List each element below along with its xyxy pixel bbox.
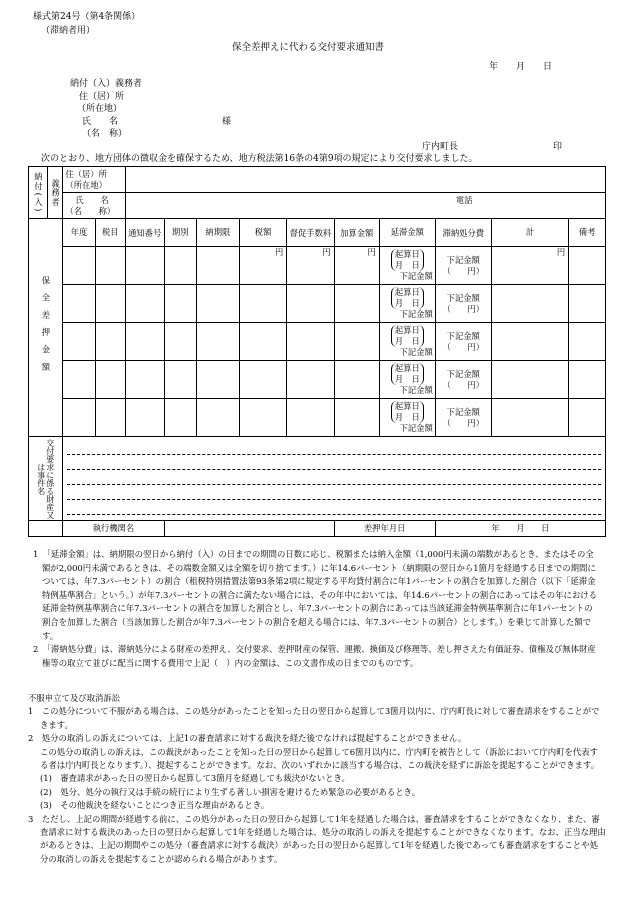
col-tax-amount: 税額 [239, 219, 286, 247]
note-disposal-fee: 2 「滞納処分費」は、滞納処分による財産の差押え、交付要求、差押財産の保管、運搬、換価及び修理等、差し押さえた有価証券、債権及び無体財産権等の取立て並びに配当に関する費用で上記（ ）内の金額は、この文書作成の日までのものです。 [33, 644, 596, 668]
name-cell: 氏 名 （名 称） [63, 193, 125, 219]
date-line: 年 月 日 [489, 62, 553, 72]
appeal-section [28, 692, 606, 866]
seal-mark: 印 [553, 142, 563, 152]
page-title: 保全差押えに代わる交付要求通知書 [232, 42, 385, 53]
duty-vertical-cell: 義務者 [48, 167, 63, 219]
name-label: 氏 名 [82, 117, 119, 127]
payer-label: 納付（入）義務者 [70, 79, 143, 89]
address-label: 住（居）所 [79, 92, 125, 102]
appeal-heading: 不服申立て及び取消訴訟 [28, 693, 121, 703]
form-number: 様式第24号（第4条関係） [33, 12, 141, 22]
side-label-cell: 保全差押金額 [29, 219, 63, 437]
issuer-name: 庁内町長 [422, 142, 459, 152]
form-subtitle: （滞納者用） [41, 26, 96, 36]
table-row: 起算日 月 日 下記金額 下記金額 （ 円） [29, 399, 606, 437]
appeal-item-1: (1) 審査請求があった日の翌日から起算して3箇月を経過しても裁決がないとき。 [40, 773, 350, 784]
appeal-p2b: この処分の取消しの訴えは、この裁決があったことを知った日の翌日から起算して6箇月以内に、庁内町を被告として（訴訟において庁内町を代表する者は庁内町長となります。）、提起することができます。なお、次のいずれかに該当する場合は、この裁決を経ずに訴訟を提起することができます。 [40, 746, 600, 771]
col-tax-item: 税目 [95, 219, 125, 247]
col-additional: 加算金額 [334, 219, 379, 247]
appeal-p3: 3 ただし、上記の期間が経過する前に、この処分があった日の翌日から起算して1年を経過した場合は、審査請求をすることができなくなり、また、審査請求に対する裁決のあった日の翌日から起算して1年を経過した場合は、処分の取消しの訴えを提起することができなくなります。なお、正当な理由があるときは、上記の期間やこの処分（審査請求に対する裁決）があった日の翌日から起算して1年を経過した後であっても審査請求をすることや処分の取消しの訴えを提起することが認められる場合があります。 [28, 813, 606, 864]
form-table [28, 166, 606, 537]
col-due-date: 納期限 [196, 219, 239, 247]
payer-vertical-cell: 納付(入) [29, 167, 48, 219]
table-row: 起算日 月 日 下記金額 下記金額 （ 円） [29, 285, 606, 323]
col-notice-no: 通知番号 [125, 219, 164, 247]
col-delay: 延滞金額 [379, 219, 435, 247]
location-label: （所在地） [77, 104, 123, 114]
table-row: 起算日 月 日 下記金額 下記金額 （ 円） [29, 361, 606, 399]
address-cell: 住（居）所 （所在地） [63, 167, 125, 193]
property-entry [63, 437, 606, 521]
appeal-item-3: (3) その他裁決を経ないことにつき正当な理由があるとき。 [40, 800, 270, 811]
appeal-p2: 2 処分の取消しの訴えについては、上記1の審査請求に対する裁決を経た後でなければ提起することができません。 [28, 733, 467, 744]
col-disposal: 滞納処分費 [435, 219, 491, 247]
col-remarks: 備考 [569, 219, 606, 247]
seizure-date-value: 年 月 日 [435, 521, 605, 537]
property-label-cell: 交付要求に係る財産又は事件名 [29, 437, 63, 521]
col-period: 期別 [164, 219, 196, 247]
col-total: 計 [491, 219, 568, 247]
table-row: 円 円 円 起算日 月 日 下記金額 下記金額 （ 円） 円 [29, 247, 606, 285]
phone-cell: 電話 [125, 193, 605, 219]
sama-label: 様 [222, 117, 232, 127]
note-delay-amount: 1 「延滞金額」は、納期限の翌日から納付（入）の日までの期間の日数に応じ、税額または納入金額（1,000円未満の端数があるとき、またはその全額が2,000円未満であるときは、その端数金額又は全額を切り捨てます。）に年14.6パーセント（納期限の翌日から1箇月を経過する日までの期間については、年7.3パーセント）の割合（租税特別措置法第93条第2項に規定する平均貸付割合に年1パーセントの割合を加算した割合（以下「延滞金特例基準割合」という。）が年7.3パーセントの割合に満たない場合には、その年中においては、年14.6パーセントの割合にあってはその年における延滞金特例基準割合に年7.3パーセントの割合を加算した割合とし、年7.3パーセントの割合にあっては当該延滞金特例基準割合に年1パーセントの割合を加算した割合（当該加算した割合が年7.3パーセントの割合を超える場合には、年7.3パーセントの割合）とします。）を乗じて計算した額です。 [33, 549, 597, 641]
table-row: 起算日 月 日 下記金額 下記金額 （ 円） [29, 323, 606, 361]
col-year: 年度 [63, 219, 95, 247]
corp-label: （名 称） [82, 129, 128, 139]
exec-agency-label: 執行機関名 [63, 521, 164, 537]
address-value [125, 167, 605, 193]
intro-text: 次のとおり、地方団体の徴収金を確保するため、地方税法第16条の4第9項の規定により交付要求しました。 [41, 154, 478, 164]
appeal-item-2: (2) 処分、処分の執行又は手続の続行により生ずる著しい損害を避けるため緊急の必要があるとき。 [40, 786, 421, 797]
exec-agency-value [164, 521, 334, 537]
notes-section [33, 548, 599, 670]
seizure-date-label: 差押年月日 [334, 521, 435, 537]
appeal-p1: 1 この処分について不服がある場合は、この処分があったことを知った日の翌日から起算して3箇月以内に、庁内町長に対して審査請求をすることができます。 [28, 706, 600, 730]
col-fee: 督促手数料 [287, 219, 334, 247]
